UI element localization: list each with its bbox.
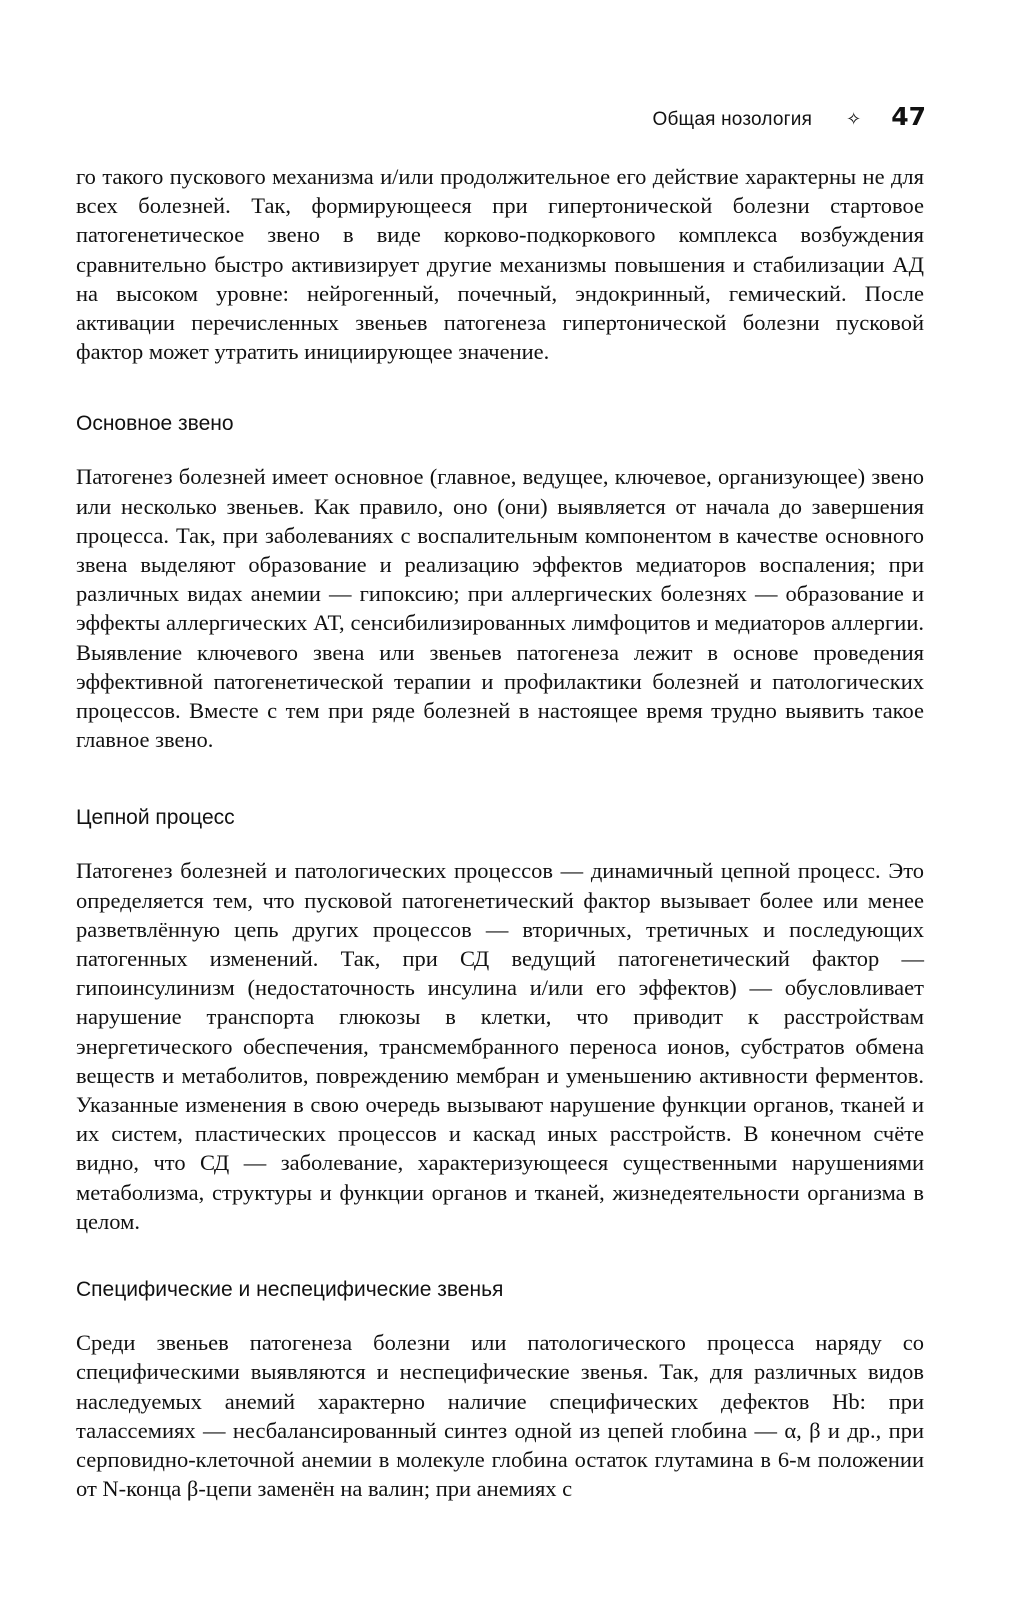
section-paragraph-main-link: Патогенез болезней имеет основное (главное, ведущее, ключевое, организующее) звено или несколько звеньев. Как правило, оно (они) выявляется от начала до завершения процесса. Так, при заболеваниях с воспалительным компонентом в качестве основного звена выделяют образование и реализацию эффектов медиаторов воспаления; при различных видах анемии — гипоксию; при аллергических болезнях — образование и эффекты аллергических АТ, сенсибилизированных лимфоцитов и медиаторов аллергии. Выявление ключевого звена или звеньев патогенеза лежит в основе проведения эффективной патогенетической терапии и профилактики болезней и патологических процессов. Вместе с тем при ряде болезней в настоящее время трудно выявить такое главное звено. (76, 464, 924, 753)
diamond-icon: ✧ (846, 109, 862, 129)
section-paragraph-specific-links: Среди звеньев патогенеза болезни или патологического процесса наряду со специфическими выявляются и неспецифические звенья. Так, для различных видов наследуемых анемий характерно наличие специфических дефектов Hb: при талассемиях — несбалансированный синтез одной из цепей глобина — α, β и др., при серповидно-клеточной анемии в молекуле глобина остаток глутамина в 6-м положении от N-конца β-цепи заменён на валин; при анемиях с (76, 1330, 924, 1502)
running-title: Общая нозология (652, 109, 813, 130)
page-number: 47 (891, 102, 926, 131)
intro-paragraph: го такого пускового механизма и/или продолжительное его действие характерны не для всех болезней. Так, формирующееся при гипертонической болезни стартовое патогенетическое звено в виде корково-подкоркового комплекса возбуждения сравнительно быстро активизирует другие механизмы повышения и стабилизации АД на высоком уровне: нейрогенный, почечный, эндокринный, гемический. После активации перечисленных звеньев патогенеза гипертонической болезни пусковой фактор может утратить инициирующее значение. (76, 164, 924, 365)
section-heading-specific-links: Специфические и неспецифические звенья (76, 1278, 504, 1302)
page-body (76, 162, 924, 1503)
section-paragraph-chain-process: Патогенез болезней и патологических процессов — динамичный цепной процесс. Это определяется тем, что пусковой патогенетический фактор вызывает более или менее разветвлённую цепь других процессов — вторичных, третичных и последующих патогенных изменений. Так, при СД ведущий патогенетический фактор — гипоинсулинизм (недостаточность инсулина и/или его эффектов) — обусловливает нарушение транспорта глюкозы в клетки, что приводит к расстройствам энергетического обеспечения, трансмембранного переноса ионов, субстратов обмена веществ и метаболитов, повреждению мембран и уменьшению активности ферментов. Указанные изменения в свою очередь вызывают нарушение функции органов, тканей и их систем, пластических процессов и каскад иных расстройств. В конечном счёте видно, что СД — заболевание, характеризующееся существенными нарушениями метаболизма, структуры и функции органов и тканей, жизнедеятельности организма в целом. (76, 858, 924, 1234)
section-heading-chain-process: Цепной процесс (76, 806, 235, 830)
running-header (652, 102, 926, 131)
section-heading-main-link: Основное звено (76, 412, 234, 436)
